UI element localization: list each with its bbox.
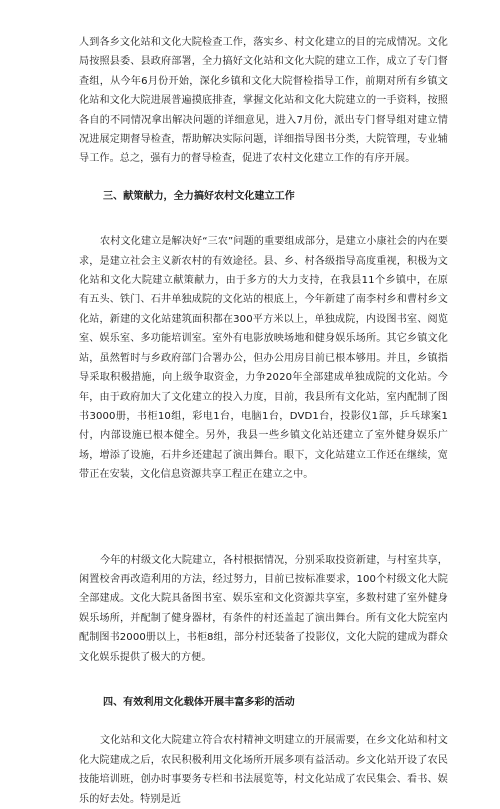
- paragraph-section-3a: 农村文化建立是解决好“三农”问题的重要组成部分，是建立小康社会的内在要求，是建立社会主义新农村的有效途径。县、乡、村各级指导高度重视，积极为文化站和文化大院建立献策献力，由于多方的大力支持，在我县11个乡镇中，在原有五头、铁门、石井单独成院的文化站的根底上，今年新建了南李村乡和曹村乡文化站，新建的文化站建筑面积都在300平方米以上，单独成院，内设图书室、阅览室、娱乐室、多功能培训室。室外有电影放映场地和健身娱乐场所。其它乡镇文化站，虽然暂时与乡政府部门合署办公，但办公用房目前已根本够用。并且，乡镇指导采取积极措施，向上级争取资金，力争2020年全部建成单独成院的文化站。今年，由于政府加大了文化建立的投入力度，目前，我县所有文化站，室内配制了图书3000册，书柜10组，彩电1台，电脑1台，DVD1台，投影仪1部，乒乓球案1付，内部设施已根本健全。另外，我县一些乡镇文化站还建立了室外健身娱乐广场，增添了设施，石井乡还建起了演出舞台。眼下，文化站建立工作还在继续，宽带正在安装，文化信息资源共享工程正在建立之中。: [79, 236, 448, 481]
- section-heading-3: 三、献策献力，全力搞好农村文化建立工作: [103, 190, 295, 202]
- spacer: [79, 667, 448, 693]
- spacer: [79, 485, 448, 551]
- paragraph-section-3b: 今年的村级文化大院建立，各村根据情况，分别采取投资新建，与村室共享，闲置校舍再改造利用的方法，经过努力，目前已按标准要求，100个村级文化大院全部建成。文化大院具备图书室、娱乐室和文化资源共享室，多数村建了室外健身娱乐场所，并配制了健身器材，有条件的村还盖起了演出舞台。所有文化大院室内配制图书2000册以上，书柜8组，部分村还装备了投影仪，文化大院的建成为群众文化娱乐提供了极大的方便。: [79, 554, 449, 663]
- section-heading-4: 四、有效利用文化载体开展丰富多彩的活动: [103, 696, 295, 708]
- paragraph-section-4: 文化站和文化大院建立符合农村精神文明建立的开展需要，在乡文化站和村文化大院建成之后，农民积极利用文化场所开展多项有益活动。乡文化站开设了农民技能培训班，创办时事要务专栏和书法展览等，村文化站成了农民集会、看书、娱乐的好去处。特别是近: [79, 735, 448, 805]
- spacer: [79, 712, 448, 731]
- spacer: [79, 206, 448, 232]
- paragraph-top: 人到各乡文化站和文化大院检查工作，落实乡、村文化建立的目的完成情况。文化局按照县委、县政府部署，全力搞好文化站和文化大院的建立工作，成立了专门督查组，从今年6月份开始，深化乡镇和文化大院督检指导工作，前期对所有乡镇文化站和文化大院进展普遍摸底排查，掌握文化站和文化大院建立的一手资料，按照各自的不同情况拿出解决问题的详细意见，进入7月份，派出专门督导组对建立情况进展定期督导检查，帮助解决实际问题，详细指导图书分类，大院管理，专业辅导工作。总之，强有力的督导检查，促进了农村文化建立工作的有序开展。: [79, 37, 448, 165]
- spacer: [79, 169, 448, 187]
